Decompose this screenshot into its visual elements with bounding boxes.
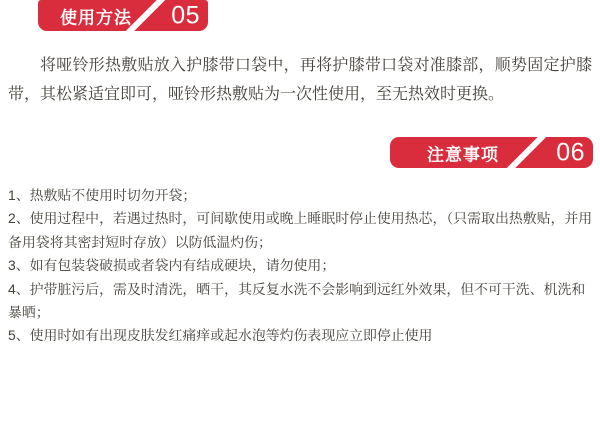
usage-section-banner bbox=[38, 0, 208, 31]
precautions-banner-title: 注意事项 bbox=[427, 145, 499, 164]
precautions-section-banner bbox=[390, 137, 593, 168]
usage-section-number: 05 bbox=[171, 1, 200, 29]
precaution-item-5: 5、使用时如有出现皮肤发红痛痒或起水泡等灼伤表现应立即停止使用 bbox=[8, 327, 433, 344]
precaution-item-4: 4、护带脏污后，需及时清洗，晒干，其反复水洗不会影响到远红外效果，但不可干洗、机洗和暴晒； bbox=[8, 280, 586, 321]
precaution-item-1: 1、热敷贴不使用时切勿开袋； bbox=[8, 187, 197, 203]
precautions-section-number: 06 bbox=[556, 138, 585, 166]
precautions-list bbox=[8, 184, 594, 348]
precaution-item-2: 2、使用过程中，若遇过热时，可间歇使用或晚上睡眠时停止使用热芯，（只需取出热敷贴，并用备用袋将其密封短时存放）以防低温灼伤； bbox=[8, 210, 593, 250]
usage-banner-title: 使用方法 bbox=[60, 8, 132, 27]
usage-paragraph: 将哑铃形热敷贴放入护膝带口袋中，再将护膝带口袋对准膝部，顺势固定护膝带，其松紧适宜即可，哑铃形热敷贴为一次性使用，至无热效时更换。 bbox=[8, 57, 592, 103]
diagonal-slash-decoration bbox=[505, 137, 547, 168]
precaution-item-3: 3、如有包装袋破损或者袋内有结成硬块，请勿使用； bbox=[8, 257, 336, 274]
